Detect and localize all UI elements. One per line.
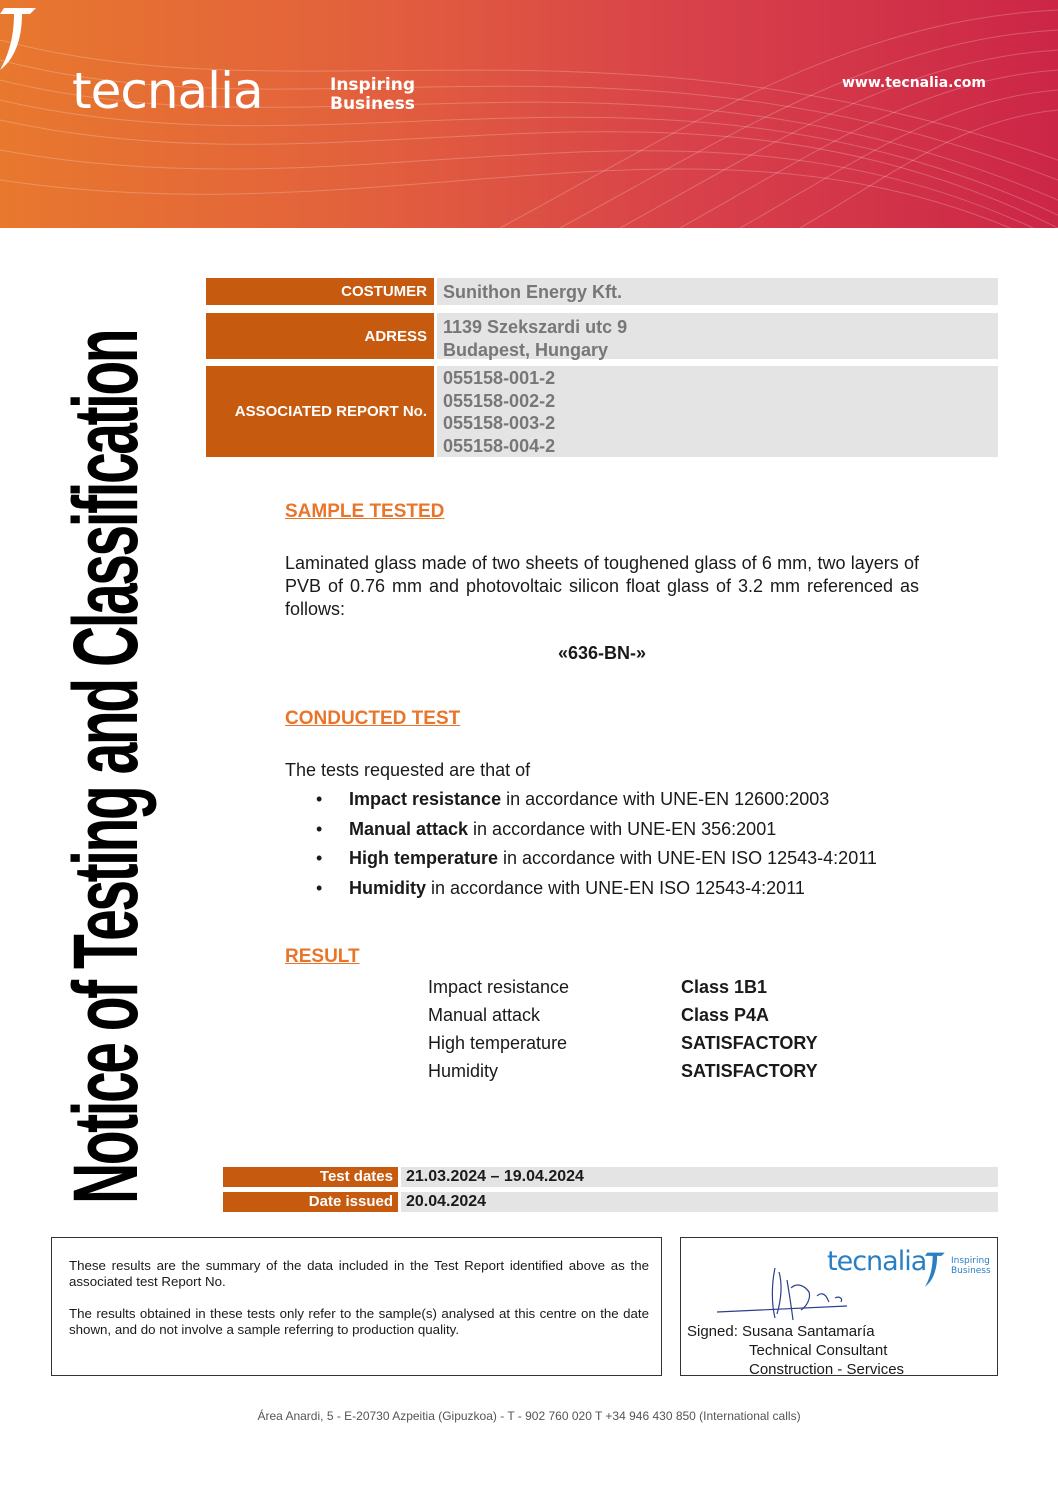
result-name: Impact resistance bbox=[428, 977, 570, 997]
test-list bbox=[316, 786, 877, 904]
conducted-test-heading: CONDUCTED TEST bbox=[285, 708, 461, 729]
result-table bbox=[428, 973, 818, 1085]
report-number: 055158-004-2 bbox=[443, 435, 556, 456]
list-item bbox=[316, 875, 877, 905]
signature-tagline bbox=[951, 1256, 991, 1276]
sample-description: Laminated glass made of two sheets of toughened glass of 6 mm, two layers of PVB of 0.76 mm and photovoltaic silicon float glass of 3.2 mm referenced as follows: bbox=[285, 553, 919, 619]
sig-tagline-line1: Inspiring bbox=[951, 1256, 990, 1266]
header-url[interactable]: www.tecnalia.com bbox=[842, 75, 986, 91]
bullet-icon: • bbox=[316, 877, 323, 898]
report-number: 055158-003-2 bbox=[443, 413, 556, 433]
result-value: Class 1B1 bbox=[681, 977, 768, 997]
conducted-test-intro: The tests requested are that of bbox=[285, 760, 531, 780]
customer-value: Sunithon Energy Kft. bbox=[437, 278, 998, 305]
report-number: 055158-001-2 bbox=[443, 368, 556, 388]
date-issued-row bbox=[223, 1192, 998, 1212]
result-row bbox=[428, 973, 818, 1001]
address-row bbox=[206, 313, 998, 359]
note-paragraph: These results are the summary of the data included in the Test Report identified above as the associated test Report No. bbox=[69, 1258, 649, 1289]
report-number: 055158-002-2 bbox=[443, 390, 556, 411]
test-dates-label: Test dates bbox=[223, 1167, 398, 1187]
header-banner bbox=[0, 0, 1058, 228]
result-value: SATISFACTORY bbox=[681, 1061, 818, 1081]
notes-box bbox=[51, 1237, 662, 1376]
address-label: ADRESS bbox=[206, 313, 434, 359]
sig-tagline-line2: Business bbox=[951, 1266, 991, 1276]
list-item bbox=[316, 816, 877, 846]
tagline-line1: Inspiring bbox=[330, 75, 416, 95]
sample-reference: «636-BN-» bbox=[557, 643, 647, 663]
note-paragraph: The results obtained in these tests only refer to the sample(s) analysed at this centre on the date shown, and do not involve a sample referring to production quality. bbox=[69, 1306, 649, 1337]
result-name: High temperature bbox=[428, 1033, 568, 1053]
date-issued-value: 20.04.2024 bbox=[401, 1192, 998, 1212]
bullet-icon: • bbox=[316, 848, 323, 868]
test-name: Humidity bbox=[349, 877, 427, 898]
tecnalia-logo-text: tecnalia bbox=[72, 62, 263, 120]
sample-tested-heading: SAMPLE TESTED bbox=[285, 501, 445, 522]
tecnalia-swoosh-icon bbox=[925, 1248, 947, 1288]
test-standard: in accordance with UNE-EN ISO 12543-4:2011 bbox=[498, 848, 877, 868]
report-label: ASSOCIATED REPORT No. bbox=[206, 366, 434, 457]
bullet-icon: • bbox=[316, 789, 323, 809]
result-row bbox=[428, 1029, 818, 1057]
result-name: Manual attack bbox=[428, 1005, 541, 1025]
signatory-role: Technical Consultant bbox=[749, 1342, 888, 1359]
signatory-block bbox=[687, 1322, 904, 1379]
signature-box bbox=[680, 1237, 998, 1376]
result-row bbox=[428, 1057, 818, 1085]
test-standard: in accordance with UNE-EN 12600:2003 bbox=[501, 789, 830, 809]
result-value: SATISFACTORY bbox=[681, 1033, 818, 1053]
header-tagline bbox=[330, 76, 415, 114]
list-item bbox=[316, 845, 877, 875]
result-row bbox=[428, 1001, 818, 1029]
address-line2: Budapest, Hungary bbox=[443, 340, 609, 360]
customer-label: COSTUMER bbox=[206, 278, 434, 305]
footer-address: Área Anardi, 5 - E-20730 Azpeitia (Gipuzkoa) - T - 902 760 020 T +34 946 430 850 (International calls) bbox=[257, 1409, 801, 1423]
tagline-line2: Business bbox=[330, 94, 415, 114]
test-name: Manual attack bbox=[349, 818, 469, 839]
report-values bbox=[437, 366, 998, 457]
report-row bbox=[206, 366, 998, 457]
test-name: Impact resistance bbox=[349, 789, 502, 809]
result-value: Class P4A bbox=[681, 1005, 770, 1025]
test-standard: in accordance with UNE-EN 356:2001 bbox=[468, 818, 777, 839]
test-dates-row bbox=[223, 1167, 998, 1187]
result-name: Humidity bbox=[428, 1061, 499, 1081]
address-line1: 1139 Szekszardi utc 9 bbox=[443, 317, 628, 337]
result-heading: RESULT bbox=[285, 946, 360, 967]
signatory-department: Construction - Services bbox=[749, 1361, 905, 1378]
signatory-name: Signed: Susana Santamaría bbox=[687, 1323, 875, 1340]
tecnalia-swoosh-icon bbox=[0, 0, 40, 72]
list-item bbox=[316, 786, 877, 816]
test-standard: in accordance with UNE-EN ISO 12543-4:2011 bbox=[426, 877, 805, 898]
test-dates-value: 21.03.2024 – 19.04.2024 bbox=[401, 1167, 998, 1187]
bullet-icon: • bbox=[316, 818, 323, 839]
signature-tecnalia-logo: tecnalia bbox=[827, 1246, 927, 1277]
customer-row bbox=[206, 278, 998, 305]
test-name: High temperature bbox=[349, 848, 499, 868]
address-value bbox=[437, 313, 998, 359]
vertical-document-title: Notice of Testing and Classification bbox=[55, 330, 157, 1205]
date-issued-label: Date issued bbox=[223, 1192, 398, 1212]
